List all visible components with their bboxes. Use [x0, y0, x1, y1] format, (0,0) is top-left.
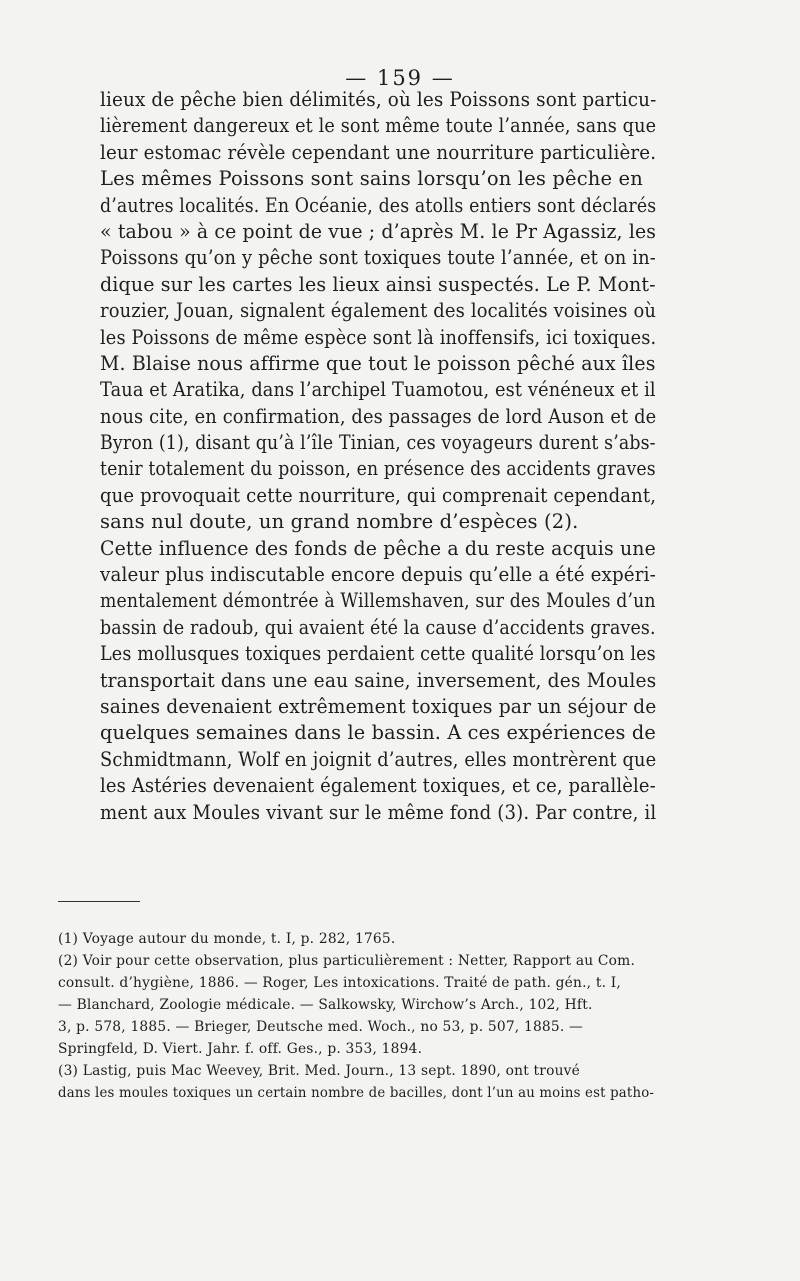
text-line: que provoquait cette nourriture, qui comprenait cependant, — [100, 483, 657, 507]
text-line: sans nul doute, un grand nombre d’espèces (2). — [100, 510, 579, 534]
text-line: les Poissons de même espèce sont là inoffensifs, ici toxiques. — [100, 325, 657, 349]
text-line: nous cite, en confirmation, des passages de lord Auson et de — [100, 404, 657, 428]
text-line: lièrement dangereux et le sont même toute l’année, sans que — [100, 114, 657, 138]
footnote-line: Springfeld, D. Viert. Jahr. f. off. Ges., p. 353, 1894. — [58, 1041, 423, 1057]
text-line: tenir totalement du poisson, en présence des accidents graves — [100, 457, 656, 481]
text-line: saines devenaient extrêmement toxiques par un séjour de — [100, 694, 657, 718]
text-line: lieux de pêche bien délimités, où les Poissons sont particu- — [100, 88, 657, 111]
text-line: Cette influence des fonds de pêche a du reste acquis une — [100, 536, 656, 560]
footnote-separator — [58, 901, 140, 902]
text-line: les Astéries devenaient également toxiques, et ce, parallèle- — [100, 774, 656, 798]
footnote-line: consult. d’hygiène, 1886. — Roger, Les intoxications. Traité de path. gén., t. I, — [58, 975, 622, 991]
text-line: d’autres localités. En Océanie, des atolls entiers sont déclarés — [100, 193, 657, 217]
main-text — [100, 87, 656, 826]
text-line: Les mollusques toxiques perdaient cette qualité lorsqu’on les — [100, 642, 656, 666]
footnote-line: (3) Lastig, puis Mac Weevey, Brit. Med. Journ., 13 sept. 1890, ont trouvé — [58, 1063, 581, 1079]
text-line: mentalement démontrée à Willemshaven, sur des Moules d’un — [100, 589, 656, 613]
text-line: valeur plus indiscutable encore depuis qu’elle a été expéri- — [100, 563, 656, 587]
footnote-line: (2) Voir pour cette observation, plus particulièrement : Netter, Rapport au Com. — [58, 953, 636, 969]
text-line: ment aux Moules vivant sur le même fond (3). Par contre, il — [100, 800, 657, 824]
text-line: leur estomac révèle cependant une nourriture particulière. — [100, 140, 657, 164]
text-line: « tabou » à ce point de vue ; d’après M. le Pr Agassiz, les — [100, 219, 657, 243]
text-line: dique sur les cartes les lieux ainsi suspectés. Le P. Mont- — [100, 272, 656, 296]
footnote-line: — Blanchard, Zoologie médicale. — Salkowsky, Wirchow’s Arch., 102, Hft. — [58, 997, 593, 1013]
page-number: — 159 — — [345, 66, 455, 90]
text-line: M. Blaise nous affirme que tout le poisson pêché aux îles — [100, 351, 656, 375]
text-line: bassin de radoub, qui avaient été la cause d’accidents graves. — [100, 615, 656, 639]
footnotes — [58, 928, 658, 1104]
text-line: Taua et Aratika, dans l’archipel Tuamotou, est vénéneux et il — [100, 378, 656, 402]
text-line: quelques semaines dans le bassin. A ces expériences de — [100, 721, 656, 745]
footnote-line: (1) Voyage autour du monde, t. I, p. 282, 1765. — [58, 931, 396, 947]
text-line: Byron (1), disant qu’à l’île Tinian, ces voyageurs durent s’abs- — [100, 431, 656, 455]
footnote-line: dans les moules toxiques un certain nombre de bacilles, dont l’un au moins est patho- — [58, 1085, 655, 1101]
text-line: transportait dans une eau saine, inversement, des Moules — [100, 668, 657, 692]
text-line: Poissons qu’on y pêche sont toxiques toute l’année, et on in- — [100, 246, 656, 270]
text-line: Les mêmes Poissons sont sains lorsqu’on les pêche en — [100, 167, 643, 191]
text-line: Schmidtmann, Wolf en joignit d’autres, elles montrèrent que — [100, 747, 657, 771]
text-line: rouzier, Jouan, signalent également des localités voisines où — [100, 299, 657, 323]
footnote-line: 3, p. 578, 1885. — Brieger, Deutsche med. Woch., no 53, p. 507, 1885. — — [58, 1019, 584, 1035]
